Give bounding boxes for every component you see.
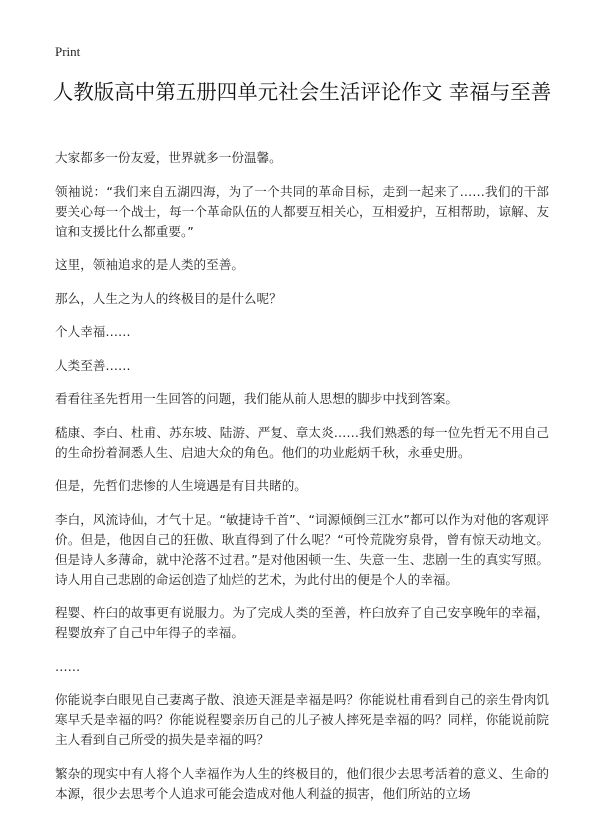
- paragraph: 看看往圣先哲用一生回答的问题，我们能从前人思想的脚步中找到答案。: [55, 391, 458, 406]
- paragraph-ellipsis: ……: [55, 658, 81, 674]
- paragraph: 李白，风流诗仙，才气十足。“敏捷诗千首”、“词源倾倒三江水”都可以作为对他的客观评价。但是，他因自己的狂傲、耿直得到了什么呢？“可怜荒陇穷泉骨，曾有惊天动地文。但是诗人多薄命，就中沦落不过君。”是对他困顿一生、失意一生、悲剧一生的真实写照。诗人用自己悲剧的命运创造了灿烂的艺术，为此付出的便是个人的幸福。: [55, 511, 549, 587]
- paragraph: 嵇康、李白、杜甫、苏东坡、陆游、严复、章太炎……我们熟悉的每一位先哲无不用自己的生命扮着洞悉人生、启迪大众的角色。他们的功业彪炳千秋，永垂史册。: [55, 424, 549, 460]
- paragraph: 这里，领袖追求的是人类的至善。: [55, 257, 244, 272]
- article-title: 人教版高中第五册四单元社会生活评论作文 幸福与至善: [52, 80, 552, 104]
- paragraph: 那么，人生之为人的终极目的是什么呢？: [55, 290, 282, 306]
- paragraph: 繁杂的现实中有人将个人幸福作为人生的终极目的，他们很少去思考活着的意义、生命的本源，很少去思考个人追求可能会造成对他人利益的损害，他们所站的立场: [55, 765, 549, 801]
- paragraph: 你能说李白眼见自己妻离子散、浪迹天涯是幸福是吗？你能说杜甫看到自己的亲生骨肉饥寒早夭是幸福的吗？你能说程婴亲历自己的儿子被人摔死是幸福的吗？同样，你能说前院主人看到自己所受的损失是幸福的吗？: [55, 692, 549, 747]
- article-body: [55, 148, 549, 817]
- paragraph: 个人幸福……: [55, 324, 131, 339]
- paragraph: 大家都多一份友爱，世界就多一份温馨。: [55, 150, 282, 165]
- paragraph: 领袖说：“我们来自五湖四海，为了一个共同的革命目标，走到一起来了……我们的干部要关心每一个战士，每一个革命队伍的人都要互相关心，互相爱护，互相帮助，谅解、友谊和支援比什么都重要。”: [55, 183, 549, 239]
- paragraph: 人类至善……: [55, 357, 131, 373]
- paragraph: 但是，先哲们悲惨的人生境遇是有目共睹的。: [55, 478, 307, 493]
- paragraph: 程婴、杵臼的故事更有说服力。为了完成人类的至善，杵臼放弃了自己安享晚年的幸福，程婴放弃了自己中年得子的幸福。: [55, 605, 549, 640]
- print-link[interactable]: Print: [55, 44, 81, 59]
